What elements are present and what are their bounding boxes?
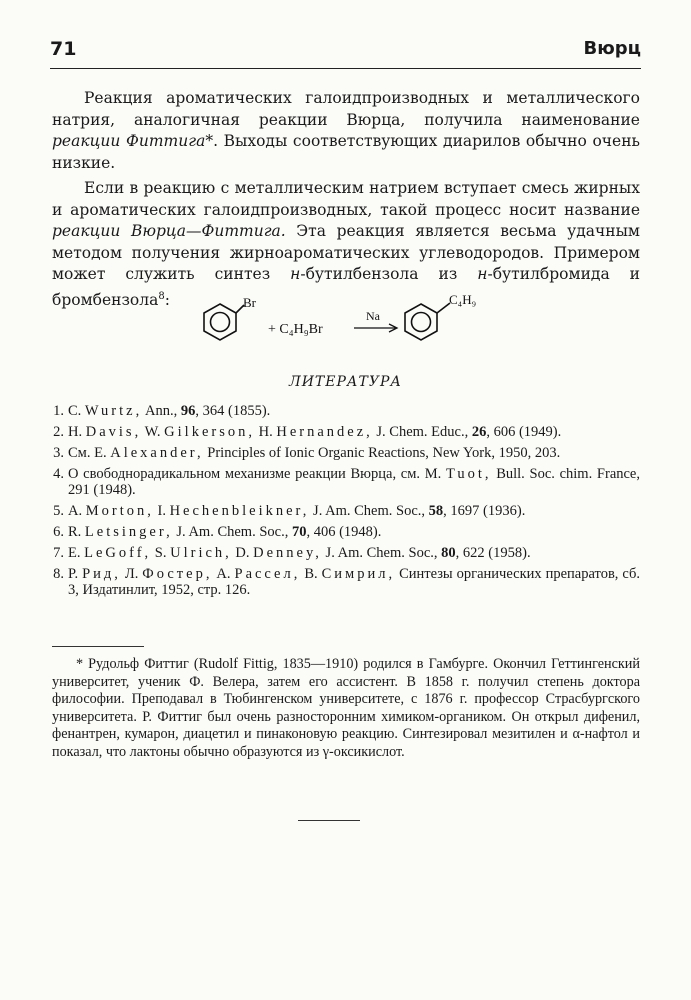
reference-item	[44, 403, 640, 419]
text-run: P.	[68, 566, 83, 582]
volume: 58	[428, 503, 444, 519]
text-run: , 406 (1948).	[306, 524, 382, 540]
text-run: A.	[68, 503, 86, 519]
bromine-label: Br	[243, 295, 256, 310]
end-rule	[298, 820, 360, 821]
text-run: I.	[153, 503, 170, 519]
author-name: Davis,	[85, 424, 142, 440]
text-run: C.	[68, 403, 85, 419]
footnote: * Рудольф Фиттиг (Rudolf Fittig, 1835—1910) родился в Гамбурге. Окончил Геттингенский университет, ученик Ф. Велера, затем его ассистент. В 1858 г. получил степень доктора философии. Преподавал в Тюбингенском университете, с 1876 г. профессор Страсбургского университета. Р. Фиттиг был очень разносторонним химиком-органиком. Он открыл дифенил, фенантрен, кумарон, диацетил и пинаконовую реакцию. Синтезировал мезитилен и α-нафтол и показал, что лактоны обычно образуются из γ-оксикислот.	[52, 656, 640, 760]
text-run: J. Am. Chem. Soc.,	[172, 524, 292, 540]
normal-prefix: н	[477, 265, 488, 283]
ref-number: 6.	[53, 524, 64, 540]
author-name: Hernandez,	[276, 424, 373, 440]
text-run: *. Выходы соответствующих диарилов обычно очень низкие.	[52, 132, 640, 172]
reference-item	[44, 445, 640, 461]
text-run: J. Chem. Educ.,	[372, 424, 472, 440]
butyl-label: C₄H₉	[449, 292, 477, 307]
text-run: H.	[68, 424, 86, 440]
author-name: Фостер,	[142, 566, 213, 582]
author-name: Wurtz,	[84, 403, 143, 419]
text-run: Если в реакцию с металлическим натрием вступает смесь жирных и ароматических галоидпроизводных, такой процесс носит название	[52, 179, 640, 219]
paragraph-fittig	[52, 88, 640, 174]
author-name: Denney,	[253, 545, 322, 561]
text-run: Л.	[120, 566, 143, 582]
text-run: Реакция ароматических галоидпроизводных и металлического натрия, аналогичная реакции Вюрца, получила наименование	[52, 89, 640, 129]
ref-number: 7.	[53, 545, 64, 561]
author-name: Ulrich,	[170, 545, 232, 561]
reference-list	[44, 403, 640, 603]
page-number: 71	[50, 38, 77, 60]
butylbenzene-ring	[405, 303, 450, 340]
ref-number: 4.	[53, 466, 64, 482]
text-run: О свободнорадикальном механизме реакции Вюрца, см. M.	[68, 466, 446, 482]
text-run: А.	[212, 566, 235, 582]
ref-number: 8.	[53, 566, 64, 582]
text-run: , 1697 (1936).	[443, 503, 526, 519]
volume: 96	[180, 403, 196, 419]
volume: 26	[471, 424, 487, 440]
text-run: Эта реакция является весьма удачным методом получения жирноароматических углеводородов. Примером может служить синтез	[52, 222, 640, 283]
author-name: Letsinger,	[84, 524, 173, 540]
running-head: Вюрц	[583, 38, 641, 59]
text-run: Синтезы органических препаратов, сб. 3, Издатинлит, 1952, стр. 126.	[68, 566, 641, 598]
reference-item	[44, 545, 640, 561]
reagent-butyl-bromide: + C₄H₉Br	[268, 322, 323, 337]
emphasis-term: реакции Фиттига	[52, 132, 206, 150]
header-rule	[50, 68, 641, 69]
text-run: W.	[141, 424, 165, 440]
ref-number: 5.	[53, 503, 64, 519]
text-run: E.	[68, 545, 85, 561]
normal-prefix: н	[290, 265, 301, 283]
volume: 80	[441, 545, 456, 561]
reaction-arrow	[354, 324, 397, 332]
volume: 70	[291, 524, 307, 540]
footnote-rule	[52, 646, 144, 647]
literature-heading: ЛИТЕРАТУРА	[289, 374, 402, 390]
author-name: Рассел,	[234, 566, 301, 582]
text-run: , 622 (1958).	[455, 545, 531, 561]
text-run: , 606 (1949).	[486, 424, 562, 440]
reference-item	[44, 524, 640, 540]
body-text	[52, 88, 640, 311]
author-name: Симрил,	[321, 566, 396, 582]
text-run: -бутилбензола из	[300, 265, 478, 283]
reference-item	[44, 424, 640, 440]
author-name: Alexander,	[110, 445, 204, 461]
text-run: , 364 (1855).	[195, 403, 271, 419]
ref-superscript: 8	[158, 290, 165, 302]
text-run: S.	[151, 545, 171, 561]
text-run: D.	[231, 545, 254, 561]
reference-item	[44, 503, 640, 519]
text-run: В.	[300, 566, 322, 582]
page-header	[50, 38, 641, 68]
ref-number: 1.	[53, 403, 64, 419]
text-run: Ann.,	[142, 403, 181, 419]
author-name: Gilkerson,	[164, 424, 255, 440]
text-run: H.	[254, 424, 277, 440]
ref-number: 2.	[53, 424, 64, 440]
emphasis-term: реакции Вюрца—Фиттига.	[52, 222, 286, 240]
author-name: Рид,	[82, 566, 121, 582]
reference-item	[44, 466, 640, 498]
author-name: Hechenbleikner,	[169, 503, 310, 519]
text-run: R.	[68, 524, 85, 540]
reference-item	[44, 566, 640, 598]
bromobenzene-ring	[204, 304, 244, 340]
author-name: LeGoff,	[84, 545, 152, 561]
text-run: J. Am. Chem. Soc.,	[321, 545, 442, 561]
sodium-label: Na	[366, 309, 380, 323]
text-run: См. E.	[68, 445, 111, 461]
text-run: :	[164, 290, 170, 309]
text-run: Bull. Soc. chim. France, 291 (1948).	[68, 466, 640, 498]
reaction-scheme	[198, 292, 498, 362]
author-name: Morton,	[85, 503, 154, 519]
ref-number: 3.	[53, 445, 64, 461]
author-name: Tuot,	[445, 466, 492, 482]
text-run: J. Am. Chem. Soc.,	[309, 503, 429, 519]
text-run: -бутилбромида и бромбензола	[52, 265, 640, 309]
text-run: Principles of Ionic Organic Reactions, New York, 1950, 203.	[203, 445, 561, 461]
reaction-svg	[198, 292, 498, 362]
